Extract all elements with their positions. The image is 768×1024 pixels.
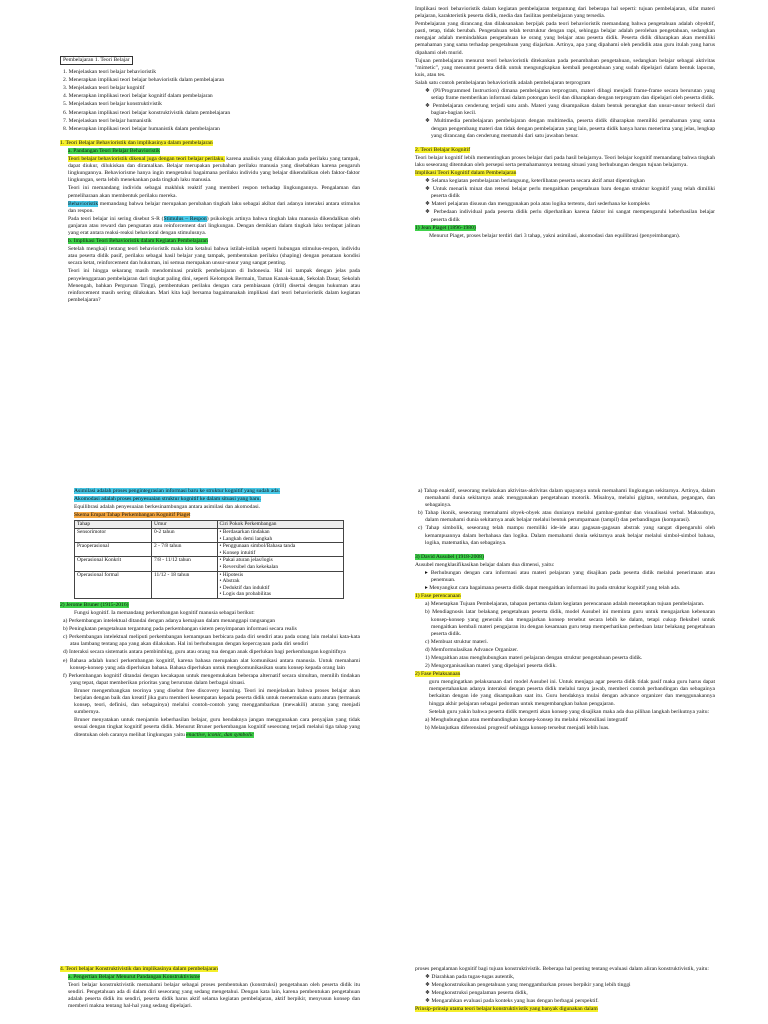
ausubel-heading: 3) David Ausubel (1918-2008): [415, 553, 484, 560]
list-item-text: c) Perkembangan intelektual meliputi perkembangan kemampuan berbicara pada diri sendiri atau pada orang lain melalui kata-kata atau lambang tentang apa yang akan dilakukan. Hal ini berhubungan dengan kepercayaan pada diri sendiri: [63, 634, 360, 648]
list-item: [415, 609, 715, 637]
list-item-text: Selama kegiatan pembelajaran berlangsung, keterlibatan peserta secara aktif amat dipentingkan: [431, 178, 645, 185]
header-age: Umur: [152, 521, 217, 529]
paragraph: Teori ini hingga sekarang masih mendominasi praktik pembelajaran di Indonesia. Hal ini tampak dengan jelas pada penyelenggaraan pembelajaran dari tingkat paling dini, seperti Kelompok Bermain, Taman Kanak-kanak, Sekolah Dasar, Sekolah Menengah, bahkan Perguruan Tinggi, pembentukan perilaku dengan cara pembiasaan (drill) disertai dengan hukuman atau reinforcement masih sering dilakukan. Mari kita kaji bersama bagaimanakah implikasi dari teori behavioristik dalam kegiatan pembelajaran?: [68, 268, 360, 303]
trait-item: • Hipotesis: [219, 571, 244, 578]
list-item: [60, 673, 360, 687]
asimilasi-definition: Asimilasi adalah proses pengintegrasian informasi baru ke struktur kognitif yang sudah ada.: [74, 488, 280, 494]
list-item-text: f) Perkembangan kognitif ditandai dengan kecakapan untuk mengemukakan beberapa alternatif secara simultan, memilih tindakan yang tepat, dapat memberikan prioritas yang berurutan dalam berbagai situasi.: [63, 672, 360, 686]
traits-cell: [217, 543, 343, 557]
list-item-text: c) Membuat struktur materi.: [425, 638, 489, 645]
list-item: [415, 118, 715, 139]
section-1-heading: 1. Teori Belajar Behavioristik dan implikasinya dalam pembelajaran: [60, 139, 213, 146]
list-item: [415, 209, 715, 223]
list-item-text: Mengkonstruksi pengalaman peserta didik,: [431, 990, 528, 997]
stage-cell: Sensorimotor: [75, 528, 152, 542]
list-item: [415, 585, 715, 592]
list-item: [60, 658, 360, 672]
list-item-text: Berhubungan dengan cara informasi atau materi pelajaran yang disajikan pada peserta didik melalui penerimaan atau penemuan.: [430, 569, 715, 584]
age-cell: 0-2 tahun: [152, 528, 217, 542]
bottom-left-column: [60, 966, 360, 1012]
list-item: [415, 570, 715, 584]
list-item: [415, 639, 715, 646]
bottom-right-column: [415, 966, 715, 1015]
list-item-text: 2) Mengorganisasikan materi yang dipelajari peserta didik.: [425, 663, 557, 670]
paragraph: Prinsip-prinsip utama teori belajar konstruktivistik yang banyak digunakan dalam: [415, 1006, 598, 1013]
table-header-row: [75, 521, 344, 529]
trait-item: • Langkah demi langkah: [219, 535, 273, 542]
list-item: [415, 982, 715, 989]
table-row: [75, 528, 344, 542]
section-1b-heading: b. Implikasi Teori Behavioristik dalam Kegiatan Pembelajaran: [68, 238, 208, 245]
stage-cell: Operasional formal: [75, 571, 152, 598]
paragraph: Behavioristik memandang bahwa belajar merupakan perubahan tingkah laku sebagai akibat dari adanya interaksi antara stimulus dan respon.: [68, 200, 360, 214]
objective-item: [60, 110, 360, 117]
akomodasi-definition: Akomodasi adalah proses penyesuaian struktur kognitif ke dalam situasi yang baru.: [74, 496, 261, 503]
objective-item: [60, 101, 360, 108]
piaget-stage-table: [74, 520, 344, 599]
ausubel-dimensions: [415, 570, 715, 592]
bullet-icon: ❖: [425, 974, 432, 981]
pi-bullets: [415, 88, 715, 140]
list-item-text: Materi pelajaran disusun dan menggunakan pola atau logika tertentu, dari sederhana ke kompleks: [431, 201, 650, 208]
table-row: [75, 557, 344, 571]
bruner-stages-list: [415, 488, 715, 547]
paragraph: Salah satu contoh pembelajaran behavioristik adalah pembelajaran terprogram: [415, 79, 591, 86]
age-cell: 11/12 - 18 tahun: [152, 571, 217, 598]
bullet-icon: ❖: [425, 178, 432, 185]
bruner-heading: 2) Jerome Bruner (1915-2016): [60, 601, 129, 608]
paragraph: Teori belajar konstruktivistik memahami belajar sebagai proses pembentukan (konstruksi) pengetahuan oleh peserta didik itu sendiri. Pengetahuan ada di dalam diri seseorang yang sedang mengetahui. Dengan kata lain, karena pembentukan pengetahuan adalah peserta didik itu sendiri, peserta didik harus aktif selama kegiatan pembelajaran, aktif berpikir, menyusun konsep dan memberi makna tentang hal-hal yang sedang dipelajari.: [68, 982, 360, 1010]
paragraph: Setelah mengkaji tentang teori behavioristik maka kita ketahui bahwa istilah-istilah seperti hubungan stimulus-respon, individu atau peserta didik pasif, perilaku sebagai hasil belajar yang tampak, pembentukan perilaku (shaping) dengan penataan kondisi secara ketat, reinforcement dan hukuman, ini semua merupakan unsur-unsur yang sangat penting.: [68, 246, 360, 267]
list-item: [415, 990, 715, 997]
bullet-icon: ▸: [425, 569, 431, 576]
list-item-text: (PI/Programmed Instruction) dimana pembelajaran terprogram, materi dibagi menjadi frame-frame secara berurutan yang setiap frame memberikan informasi dalam potongan kecil dan diharapkan dengan terprogram dan dipelajari oleh peserta didik.: [431, 88, 715, 102]
bullet-icon: ❖: [425, 982, 432, 989]
list-item: [415, 717, 715, 724]
objective-item-text: 3. Menjelaskan teori belajar kognitif: [63, 85, 145, 92]
objective-item-text: 7. Menjelaskan teori belajar humanistik: [63, 117, 152, 124]
bullet-icon: ❖: [425, 88, 434, 95]
list-item-text: Mengarahkan evaluasi pada konteks yang luas dengan berbagai perspektif.: [431, 998, 599, 1005]
top-left-column: [60, 56, 360, 305]
trait-item: • Reversibel dan kekekalan: [219, 563, 279, 570]
list-item: [415, 103, 715, 117]
list-item-text: Untuk menarik minat dan retensi belajar perlu mengaitkan pengetahuan baru dengan struktur kognitif yang telah dimiliki peserta didik: [431, 186, 715, 200]
paragraph: Bruner menyatakan untuk menjamin keberhasilan belajar, guru hendaknya jangan menggunakan cara penyajian yang tidak sesuai dengan tingkat kognitif peserta didik. Menurut Bruner perkembangan kognitif seseorang terjadi melalui tiga tahap yang ditentukan oleh caranya melihat lingkungan yaitu enactive, iconic, dan symbolic: [74, 717, 360, 738]
table-title: Skema Empat Tahap Perkembangan Kognitif Piaget: [74, 512, 191, 519]
objective-item: [60, 126, 360, 133]
table-row: [75, 571, 344, 598]
list-item-text: a) Menetapkan Tujuan Pembelajaran, tahapan pertama dalam kegiatan perencanaan adalah menetapkan tujuan pembelajaran.: [425, 601, 705, 608]
list-item-text: b) Mendiagnosis latar belakang pengetahuan peserta didik, model Ausubel ini meminta guru untuk mengajarkan kebenaran konsep-konsep yang generalis dan mengajarkan konsep tersebut secara lebih ke dalam, tetapi cukup fleksibel untuk mengaitkan kembali materi pengajaran itu dengan kesamaan guru tetap memperhatikan perbedaan latar belakang pengetahuan peserta didik.: [425, 609, 715, 637]
fase-2-list: [415, 717, 715, 732]
paragraph: Pembelajaran yang dirancang dan dilaksanakan berpijak pada teori behavioristik memandang bahwa pengetahuan adalah obyektif, pasti, tetap, tidak berubah. Pengetahuan telah terstruktur dengan rapi, sehingga belajar adalah perolehan pengetahuan, sedangkan mengajar adalah memindahkan pengetahuan ke orang yang belajar atau peserta didik. Peserta didik diharapkan akan memiliki pemahaman yang sama terhadap pengetahuan yang diajarkan. Artinya, apa yang dipahami oleh pendidik atau guru itulah yang harus dipahami oleh murid.: [415, 21, 715, 56]
list-item-text: Diarahkan pada tugas-tugas autentik,: [431, 974, 515, 981]
objective-item: [60, 69, 360, 76]
lesson-title: Pembelajaran 1. Teori Belajar: [60, 56, 133, 65]
bullet-icon: ❖: [425, 103, 433, 110]
list-item: [415, 88, 715, 102]
list-item-text: e) Bahasa adalah kunci perkembangan kognitif, karena bahasa merupakan alat komunikasi antara manusia. Untuk memahami konsep-konsep yang ada diperlukan bahasa. Bahasa diperlukan untuk mengkomunikasikan suatu konsep kepada orang lain: [63, 657, 360, 671]
trait-item: • Berdasarkan tindakan: [219, 528, 270, 535]
trait-item: • Abstrak: [219, 578, 240, 585]
objective-item-text: 5. Menjelaskan teori belajar konstruktivistik: [63, 101, 162, 108]
table-row: [75, 543, 344, 557]
list-item-text: 1) Mengaitkan atau menghubungkan materi pelajaran dengan struktur pengetahuan peserta didik.: [425, 654, 643, 661]
paragraph: Teori ini memandang individu sebagai makhluk reaktif yang memberi respon terhadap lingkungannya. Pengalaman dan pemeliharaan akan membentuk perilaku mereka.: [68, 185, 360, 199]
list-item-text: d) Interaksi secara sistematis antara pembimbing, guru atau orang tua dengan anak diperlukan bagi perkembangan kognitifnya: [63, 649, 346, 656]
traits-cell: [217, 528, 343, 542]
list-item: [415, 655, 715, 662]
middle-left-column: [60, 488, 360, 740]
paragraph: proses pengalaman kognitif bagi tujuan konstruktivistik. Beberapa hal penting tentang evaluasi dalam aliran konstruktivistik, yaitu:: [415, 966, 709, 972]
objective-item: [60, 77, 360, 84]
trait-item: • Konsep intuitif: [219, 549, 256, 556]
objective-item-text: 4. Menerapkan implikasi teori belajar kognitif dalam pembelajaran: [63, 93, 213, 100]
section-2-heading: 2. Teori Belajar Kognitif: [415, 146, 471, 153]
bullet-icon: ❖: [425, 201, 432, 208]
page-heading: [60, 56, 360, 65]
trait-item: • Deduktif dan induktif: [219, 584, 270, 591]
list-item: [415, 488, 715, 509]
middle-right-column: [415, 488, 715, 733]
section-4-heading: 4. Teori belajar Konstruktivistik dan implikasinya dalam pembelajaran: [60, 966, 218, 972]
objective-item: [60, 118, 360, 125]
paragraph: Ausubel mengklasifikasikan belajar dalam dua dimensi, yaitu:: [415, 561, 555, 568]
list-item: [415, 178, 715, 185]
stage-cell: Praoperasional: [75, 543, 152, 557]
paragraph: guru mengingatkan pelaksanaan dari model Ausubel ini. Untuk menjaga agar peserta didik tidak pasif maka guru harus dapat mempertahankan adanya interaksi dengan peserta didik melalui tanya jawab, memberi contoh perbandingan dan sebagainya berkaitan dengan ide yang disampaikan saat itu. Guru hendaknya mulai dengan advance organizer dan menggunakannya hingga akhir pelajaran sebagai pedoman untuk mengembangkan bahan pengajaran.: [429, 679, 715, 707]
list-item: [60, 649, 360, 656]
age-cell: 7/8 - 11/12 tahun: [152, 557, 217, 571]
list-item-text: Menyangkut cara bagaimana peserta didik dapat mengaitkan informasi itu pada struktur kognitif yang telah ada.: [429, 585, 681, 592]
evaluation-bullets: [415, 974, 715, 1005]
stage-cell: Operasional Konkrit: [75, 557, 152, 571]
trait-item: • Logis dan probabilitas: [219, 591, 271, 598]
list-item-text: a) Perkembangan intelektual ditandai dengan adanya kemajuan dalam menanggapi rangsangan: [63, 618, 276, 625]
fase-2-heading: 2) Fase Pelaksanaan: [415, 671, 461, 678]
list-item: [415, 974, 715, 981]
list-item: [415, 186, 715, 200]
paragraph: Teori belajar kognitif lebih mementingkan proses belajar dari pada hasil belajarnya. Teori belajar kognitif memandang bahwa tingkah laku seseorang ditentukan oleh persepsi serta pemahamannya tentang situasi yang berhubungan dengan tujuan belajarnya.: [415, 154, 715, 168]
list-item: [415, 201, 715, 208]
list-item-text: b) Melanjutkan diferensiasi progresif sehingga konsep tersebut menjadi lebih luas.: [425, 724, 610, 731]
list-item-text: b) Peningkatan pengetahuan tergantung pada perkembangan sistem penyimpanan informasi secara realis: [63, 626, 297, 633]
bullet-icon: ❖: [425, 990, 432, 997]
list-item-text: d) Memformulasikan Advance Organizer.: [425, 646, 519, 653]
objective-item: [60, 93, 360, 100]
section-1a-heading: a. Pandangan Teori Belajar Behavioristik: [68, 147, 160, 154]
paragraph: Implikasi teori behavioristik dalam kegiatan pembelajaran tergantung dari beberapa hal seperti: tujuan pembelajaran, sifat materi pelajaran, karakteristik peserta didik, media dan fasilitas pembelajaran yang tersedia.: [415, 6, 715, 20]
list-item-text: Mengkonstruksikan pengetahuan yang menggambarkan proses berpikir yang lebih tinggi: [431, 982, 631, 989]
list-item: [60, 618, 360, 625]
list-item-text: c) Tahap simbolik, seseorang telah mampu memiliki ide-ide atau gagasan-gagasan abstrak yang sangat dipengaruhi oleh kemampuannya dalam berbahasa dan logika. Dalam memahami dunia sekitarnya anak belajar melalui simbol-simbol bahasa, logika, matematika, dan sebagainya.: [418, 525, 715, 546]
list-item: [415, 525, 715, 546]
bullet-icon: ▸: [425, 585, 430, 592]
list-item: [415, 601, 715, 608]
header-stage: Tahap: [75, 521, 152, 529]
traits-cell: [217, 571, 343, 598]
list-item: [415, 725, 715, 732]
paragraph: Tujuan pembelajaran menurut teori behavioristik ditekankan pada penambahan pengetahuan, sedangkan belajar sebagai aktivitas "mimetic", yang menuntut peserta didik untuk mengungkapkan kembali pengetahuan yang sudah dipelajari dalam bentuk laporan, kuis, atau tes.: [415, 57, 715, 78]
objective-item-text: 2. Menerapkan implikasi teori belajar behavioristik dalam pembelajaran: [63, 77, 225, 84]
cognitive-implication-bullets: [415, 178, 715, 224]
paragraph: Menurut Piaget, proses belajar terdiri dari 3 tahap, yakni asimilasi, akomodasi dan equilibrasi (penyeimbangan).: [429, 232, 681, 239]
paragraph: Teori belajar behavioristik dikenal juga dengan teori belajar perilaku, karena analisis yang dilakukan pada perilaku yang tampak, dapat diukur, dilukiskan dan diramalkan. Belajar merupakan perubahan perilaku manusia yang disebabkan karena pengaruh lingkungannya. Behaviorisme hanya ingin mengetahui bagaimana perilaku individu yang belajar dikendalikan oleh faktor-faktor lingkungan, serta lebih menekankan pada tingkah laku manusia.: [68, 156, 360, 184]
fase-1-heading: 1) Fase perencanaan: [415, 593, 461, 600]
objective-item-text: 6. Menerapkan implikasi teori belajar konstruktivistik dalam pembelajaran: [63, 109, 231, 116]
paragraph: Pada teori belajar ini sering disebut S-R (Stimulus – Respon) psikologis artinya bahwa tingkah laku manusia dikendalikan oleh ganjaran atau reward dan penguatan atau reinforcement dari lingkungan. Dengan demikian dalam tingkah laku terdapat jalinan yang erat antara reaksi-reaksi behavioral dengan stimulusnya.: [68, 215, 360, 236]
list-item: [60, 634, 360, 648]
list-item-text: Multimedia pembelajaran pembelajaran dengan multimedia, peserta didik diharapkan memiliki pemahaman yang sama dengan pengembang materi dan tidak dengan pembelajaran yang lain, peserta didik hanya harus menerima yang jelas, lengkap yang dirancang dan cenderung mematuhi dari satu jawaban benar.: [431, 118, 715, 139]
paragraph: Fungsi kognitif. Ia memandang perkembangan kognitif manusia sebagai berikut:: [74, 610, 255, 616]
objective-item-text: 1. Menjelaskan teori belajar behavioristik: [63, 69, 157, 76]
trait-item: • Penggunaan simbol/Bahasa tanda: [219, 543, 296, 550]
header-traits: Ciri Pokok Perkembangan: [217, 521, 343, 529]
paragraph: Bruner mengembangkan teorinya yang disebut free discovery learning. Teori ini menjelaskan bahwa proses belajar akan berjalan dengan baik dan kreatif jika guru memberi kesempatan kepada peserta didik untuk menemukan suatu aturan (termasuk konsep, teori, definisi, dan sebagainya) melalui contoh-contoh yang menggambarkan (mewakili) aturan yang menjadi sumbernya.: [74, 687, 360, 716]
section-4a-heading: a. Pengertian Belajar Menurut Pandangan Konstruktivisme: [68, 974, 201, 981]
fase-1-list: [415, 601, 715, 670]
traits-cell: [217, 557, 343, 571]
list-item-text: a) Menghubungkan atau membandingkan konsep-konsep itu melalui rekonsiliasi integratif: [425, 716, 628, 723]
list-item-text: a) Tahap enaktif, seseorang melakukan aktivitas-aktivitas dalam upayanya untuk memahami lingkungan sekitarnya. Artinya, dalam memahami dunia sekitarnya anak menggunakan pengetahuan motorik. Misalnya, melalui gigitan, sentuhan, pegangan, dan sebagainya.: [418, 488, 715, 509]
list-item-text: b) Tahap ikonik, seseorang memahami obyek-obyek atau dunianya melalui gambar-gambar dan visualisasi verbal. Maksudnya, dalam memahami dunia sekitarnya anak belajar melalui bentuk perumpamaan (tampil) dan perbandingan (komparasi).: [418, 510, 715, 524]
bruner-list: [60, 618, 360, 687]
list-item-text: Perbedaan individual pada peserta didik perlu diperhatikan karena faktor ini sangat mempengaruhi keberhasilan belajar peserta didik: [431, 209, 715, 223]
equilibrasi-definition: Equilibrasi adalah penyesuaian berkesinambungan antara asimilasi dan akomodasi.: [74, 504, 261, 511]
objective-item-text: 8. Menerapkan implikasi teori belajar humanistik dalam pembelajaran: [63, 125, 220, 132]
top-right-column: [415, 6, 715, 241]
piaget-heading: 1) Jean Piaget (1896-1980): [415, 224, 476, 231]
age-cell: 2 - 7/8 tahun: [152, 543, 217, 557]
bullet-icon: ❖: [425, 998, 432, 1005]
implication-heading: Implikasi Teori Kognitif dalam Pembelajaran: [415, 169, 517, 176]
bullet-icon: ❖: [425, 186, 433, 193]
objective-item: [60, 85, 360, 92]
list-item: [415, 647, 715, 654]
list-item: [415, 510, 715, 524]
list-item: [415, 663, 715, 670]
bullet-icon: ❖: [425, 118, 435, 125]
piaget-table-wrap: [60, 512, 360, 599]
trait-item: • Pakai aturan jelas/logis: [219, 557, 273, 564]
list-item-text: Pembelajaran cenderung terjadi satu arah. Materi yang disampaikan dalam bentuk perangkat dan unsur-unsur terkecil dari bagian-bagian kecil.: [431, 103, 715, 117]
bullet-icon: ❖: [425, 209, 434, 216]
list-item: [415, 998, 715, 1005]
objectives-list: [60, 69, 360, 133]
paragraph: Setelah guru yakin bahwa peserta didik mengerti akan konsep yang disajikan maka ada dua pilihan langkah berikutnya yaitu:: [429, 708, 710, 715]
list-item: [60, 626, 360, 633]
